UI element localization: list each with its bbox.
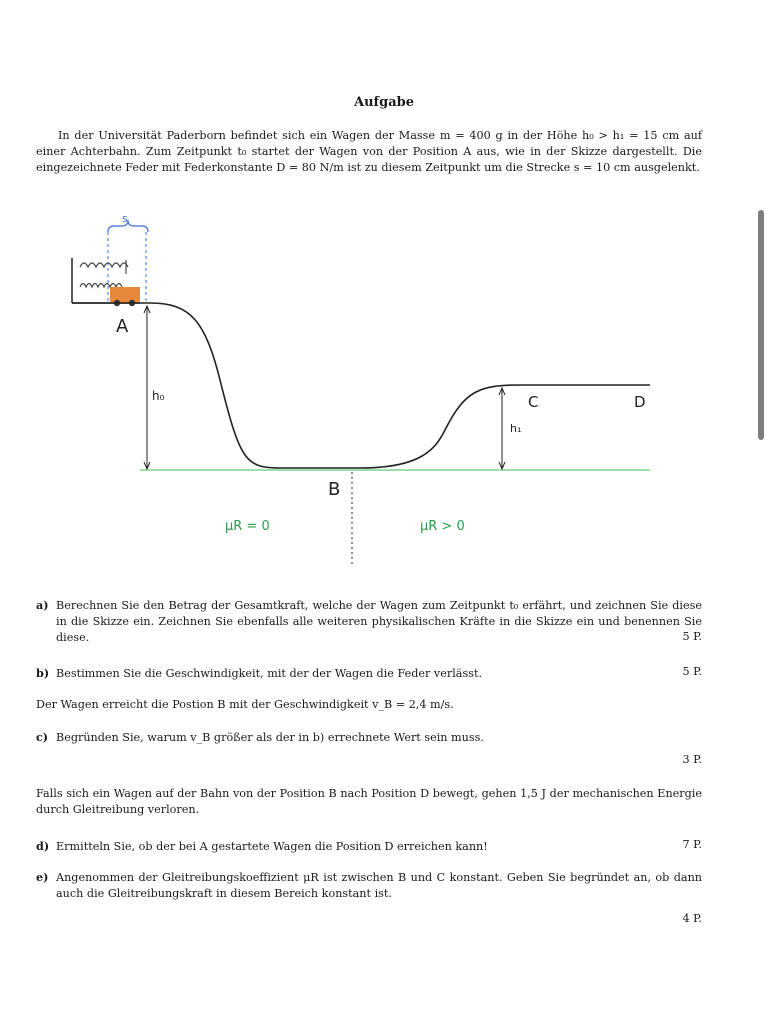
label-C: C	[528, 393, 539, 411]
height-h0-arrow	[144, 306, 150, 469]
task-c-text: Begründen Sie, warum v_B größer als der in b) errechnete Wert sein muss.	[56, 731, 484, 744]
height-h1-arrow	[499, 388, 505, 469]
spring-icon	[80, 260, 128, 287]
task-a-label: a)	[36, 598, 49, 612]
label-B: B	[328, 479, 341, 500]
task-e-points: 4 P.	[682, 912, 702, 925]
task-a-text: Berechnen Sie den Betrag der Gesamtkraft, welche der Wagen zum Zeitpunkt t₀ erfährt, und zeichnen Sie diese in die Skizze ein. Zeichnen Sie ebenfalls alle weiteren physikalischen Kräfte in die Skizze ein und benennen Sie diese.	[56, 599, 702, 644]
task-e-text: Angenommen der Gleitreibungskoeffizient μR ist zwischen B und C konstant. Geben Sie begründet an, ob dann auch die Gleitreibungskraft in diesem Bereich konstant ist.	[56, 871, 702, 900]
task-c-points: 3 P.	[682, 753, 702, 766]
info-friction: Falls sich ein Wagen auf der Bahn von der Position B nach Position D bewegt, gehen 1,5 J der mechanischen Energie durch Gleitreibung verloren.	[36, 787, 702, 816]
task-d-label: d)	[36, 839, 50, 853]
task-e	[36, 869, 702, 902]
label-A: A	[116, 316, 129, 337]
label-s: s	[122, 212, 128, 225]
task-d-text: Ermitteln Sie, ob der bei A gestartete Wagen die Position D erreichen kann!	[56, 840, 488, 853]
intro-text: In der Universität Paderborn befindet sich ein Wagen der Masse m = 400 g in der Höhe h₀ > h₁ = 15 cm auf einer Achterbahn. Zum Zeitpunkt t₀ startet der Wagen von der Position A aus, wie in der Skizze dargestellt. Die eingezeichnete Feder mit Federkonstante D = 80 N/m ist zu diesem Zeitpunkt um die Strecke s = 10 cm ausgelenkt.	[36, 129, 702, 174]
task-d	[36, 838, 702, 855]
roller-coaster-sketch	[60, 210, 680, 580]
info-vb: Der Wagen erreicht die Postion B mit der Geschwindigkeit v_B = 2,4 m/s.	[36, 698, 454, 711]
task-a-points: 5 P.	[682, 630, 702, 643]
label-mu-left: μR = 0	[225, 519, 270, 534]
label-h1: h₁	[510, 422, 522, 435]
label-mu-right: μR > 0	[420, 519, 465, 534]
scrollbar[interactable]	[758, 210, 764, 440]
task-c	[36, 729, 702, 746]
task-b-label: b)	[36, 666, 50, 680]
track-curve	[72, 303, 650, 468]
label-D: D	[634, 393, 646, 411]
page-title: Aufgabe	[353, 95, 414, 110]
task-b-text: Bestimmen Sie die Geschwindigkeit, mit der der Wagen die Feder verlässt.	[56, 667, 483, 680]
task-c-label: c)	[36, 730, 49, 744]
task-b	[36, 665, 702, 682]
task-b-points: 5 P.	[682, 665, 702, 678]
task-d-points: 7 P.	[682, 838, 702, 851]
label-h0: h₀	[152, 389, 165, 403]
task-a	[36, 597, 702, 646]
task-e-label: e)	[36, 870, 49, 884]
